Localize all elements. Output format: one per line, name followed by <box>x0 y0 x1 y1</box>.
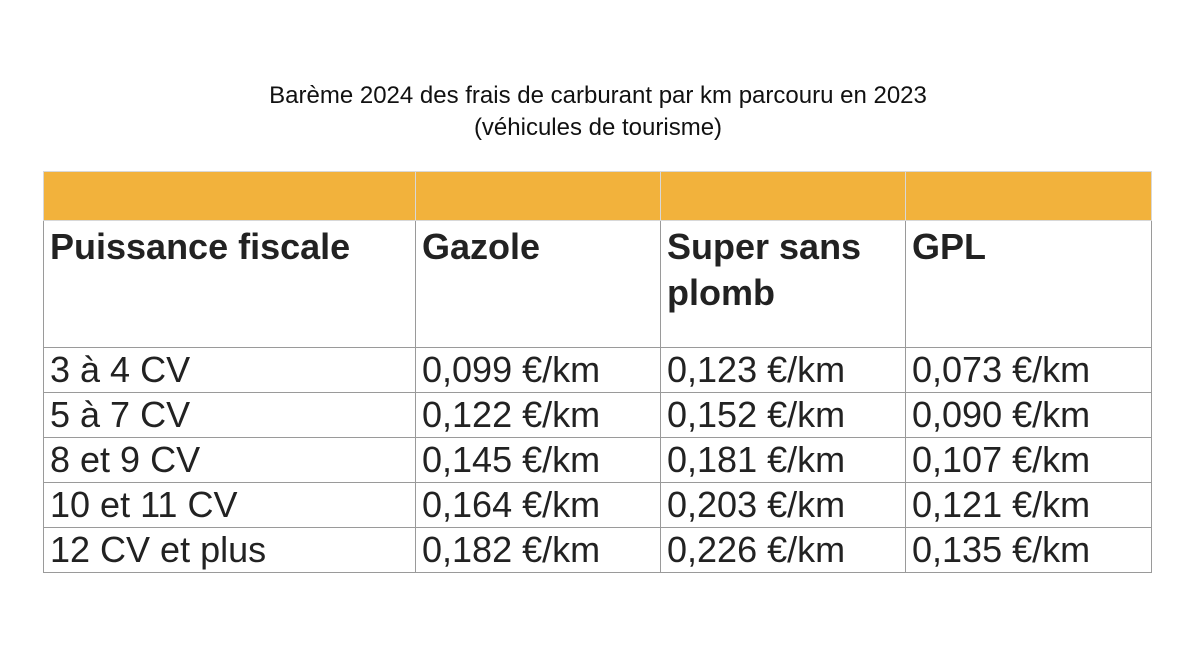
cell-super-sans-plomb: 0,181 €/km <box>661 438 906 483</box>
cell-gazole: 0,122 €/km <box>416 393 661 438</box>
cell-super-sans-plomb: 0,123 €/km <box>661 348 906 393</box>
cell-super-sans-plomb: 0,203 €/km <box>661 483 906 528</box>
cell-gpl: 0,135 €/km <box>906 528 1152 573</box>
cell-puissance: 5 à 7 CV <box>44 393 416 438</box>
cell-gpl: 0,090 €/km <box>906 393 1152 438</box>
cell-gazole: 0,099 €/km <box>416 348 661 393</box>
header-gazole: Gazole <box>416 221 661 348</box>
cell-puissance: 3 à 4 CV <box>44 348 416 393</box>
table-row <box>44 438 1152 483</box>
cell-gpl: 0,121 €/km <box>906 483 1152 528</box>
header-puissance-fiscale: Puissance fiscale <box>44 221 416 348</box>
cell-gpl: 0,107 €/km <box>906 438 1152 483</box>
table-row <box>44 528 1152 573</box>
cell-super-sans-plomb: 0,226 €/km <box>661 528 906 573</box>
fuel-rate-table <box>43 171 1152 573</box>
cell-puissance: 12 CV et plus <box>44 528 416 573</box>
cell-puissance: 8 et 9 CV <box>44 438 416 483</box>
band-cell <box>906 172 1152 221</box>
cell-gazole: 0,164 €/km <box>416 483 661 528</box>
cell-puissance: 10 et 11 CV <box>44 483 416 528</box>
cell-super-sans-plomb: 0,152 €/km <box>661 393 906 438</box>
cell-gazole: 0,182 €/km <box>416 528 661 573</box>
band-cell <box>44 172 416 221</box>
band-cell <box>416 172 661 221</box>
table-header-row <box>44 221 1152 348</box>
table-row <box>44 483 1152 528</box>
page-title <box>0 80 1196 144</box>
header-color-band <box>44 172 1152 221</box>
title-line-2: (véhicules de tourisme) <box>473 114 723 141</box>
table-row <box>44 393 1152 438</box>
cell-gpl: 0,073 €/km <box>906 348 1152 393</box>
header-super-sans-plomb: Super sans plomb <box>661 221 906 348</box>
table-row <box>44 348 1152 393</box>
cell-gazole: 0,145 €/km <box>416 438 661 483</box>
title-line-1: Barème 2024 des frais de carburant par km parcouru en 2023 <box>269 82 927 109</box>
header-gpl: GPL <box>906 221 1152 348</box>
band-cell <box>661 172 906 221</box>
